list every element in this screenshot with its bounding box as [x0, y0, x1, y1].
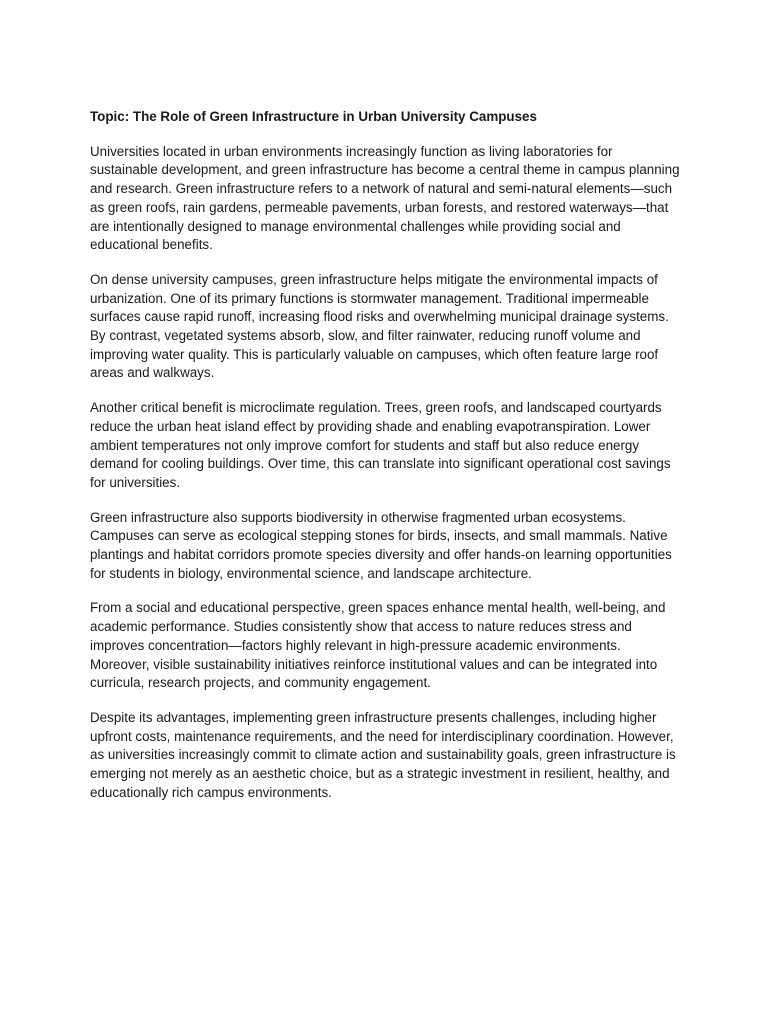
paragraph-intro: Universities located in urban environments increasingly function as living laboratories for sustainable development, and green infrastructure has become a central theme in campus planning and research. Green infrastructure refers to a network of natural and semi-natural elements—such as green roofs, rain gardens, permeable pavements, urban forests, and restored waterways—that are intentionally designed to manage environmental challenges while providing social and educational benefits.	[90, 143, 680, 253]
document-title: Topic: The Role of Green Infrastructure in Urban University Campuses	[90, 109, 537, 124]
paragraph-stormwater: On dense university campuses, green infrastructure helps mitigate the environmental impacts of urbanization. One of its primary functions is stormwater management. Traditional impermeable surfaces cause rapid runoff, increasing flood risks and overwhelming municipal drainage systems. By contrast, vegetated systems absorb, slow, and filter rainwater, reducing runoff volume and improving water quality. This is particularly valuable on campuses, which often feature large roof areas and walkways.	[90, 271, 669, 381]
paragraph-microclimate: Another critical benefit is microclimate regulation. Trees, green roofs, and landscaped courtyards reduce the urban heat island effect by providing shade and enabling evapotranspiration. Lower ambient temperatures not only improve comfort for students and staff but also reduce energy demand for cooling buildings. Over time, this can translate into significant operational cost savings for universities.	[90, 400, 671, 490]
paragraph-social-educational: From a social and educational perspective, green spaces enhance mental health, well-being, and academic performance. Studies consistently show that access to nature reduces stress and improves concentration—factors highly relevant in high-pressure academic environments. Moreover, visible sustainability initiatives reinforce institutional values and can be integrated into curricula, research projects, and community engagement.	[90, 600, 666, 691]
paragraph-biodiversity: Green infrastructure also supports biodiversity in otherwise fragmented urban ecosystems. Campuses can serve as ecological stepping stones for birds, insects, and small mammals. Native plantings and habitat corridors promote species diversity and offer hands-on learning opportunities for students in biology, environmental science, and landscape architecture.	[90, 509, 672, 581]
paragraph-challenges: Despite its advantages, implementing green infrastructure presents challenges, including higher upfront costs, maintenance requirements, and the need for interdisciplinary coordination. However, as universities increasingly commit to climate action and sustainability goals, green infrastructure is emerging not merely as an aesthetic choice, but as a strategic investment in resilient, healthy, and educationally rich campus environments.	[90, 709, 676, 800]
document-page	[90, 108, 682, 819]
